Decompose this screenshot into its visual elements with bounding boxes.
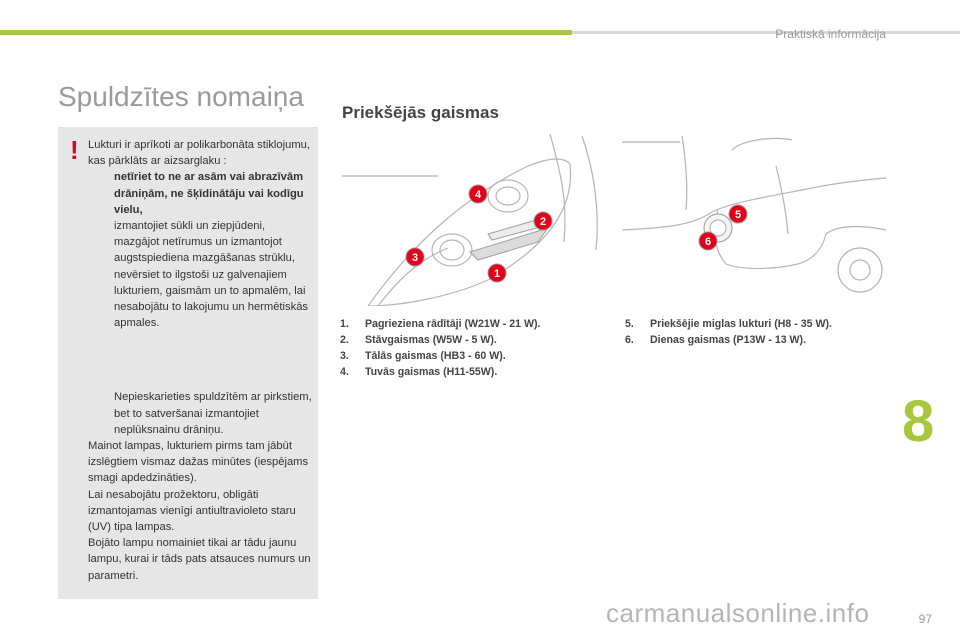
callout-marker — [729, 205, 747, 223]
list-text: Tālās gaismas (HB3 - 60 W). — [365, 350, 506, 362]
bulb-list-front — [340, 316, 540, 380]
bullet-item — [88, 389, 314, 438]
bullet-item — [88, 218, 314, 234]
bullet-text: izmantojiet sūkli un ziepjūdeni, — [114, 220, 266, 233]
list-text: Stāvgaismas (W5W - 5 W). — [365, 334, 497, 346]
list-number: 2. — [340, 334, 349, 346]
list-number: 1. — [340, 318, 349, 330]
list-item — [340, 316, 540, 332]
bullet-text: netīriet to ne ar asām vai abrazīvām drāniņām, ne šķīdinātāju vai kodīgu vielu, — [114, 171, 304, 216]
list-item — [340, 364, 540, 380]
list-item — [340, 332, 540, 348]
warning-icon: ! — [70, 135, 79, 165]
accent-bar — [0, 30, 572, 35]
callout-marker — [406, 248, 424, 266]
page-number: 97 — [918, 612, 932, 626]
callout-marker — [469, 185, 487, 203]
callout-marker — [488, 264, 506, 282]
callout-marker — [534, 212, 552, 230]
warning-paragraph: Mainot lampas, lukturiem pirms tam jābūt izslēgtiem vismaz dažas minūtes (iespējams smagi apdedzināties). — [88, 440, 309, 485]
list-number: 3. — [340, 350, 349, 362]
callout-label: 2 — [539, 216, 547, 228]
list-item — [625, 316, 832, 332]
bullet-text: mazgājot netīrumus un izmantojot augstspiediena mazgāšanas strūklu, nevērsiet to ilgstoši uz galvenajiem lukturiem, gaismām un to apmalēm, lai nesabojātu to lakojumu un hermētiskās apmales. — [114, 236, 309, 330]
section-label: Praktiskā informācija — [775, 27, 886, 41]
chapter-number: 8 — [902, 389, 935, 454]
callout-label: 6 — [704, 236, 712, 248]
page-title: Spuldzītes nomaiņa — [58, 80, 304, 112]
list-item — [340, 348, 540, 364]
bullet-item — [88, 234, 314, 331]
list-item — [625, 332, 832, 348]
bulb-list-fog — [625, 316, 832, 348]
watermark: carmanualsonline.info — [606, 598, 870, 628]
warning-panel — [58, 127, 318, 599]
callout-label: 3 — [411, 252, 419, 264]
callout-marker — [699, 232, 717, 250]
list-number: 6. — [625, 334, 634, 346]
list-text: Priekšējie miglas lukturi (H8 - 35 W). — [650, 318, 832, 330]
header-rule — [572, 31, 960, 34]
fog-lamp-illustration — [622, 130, 886, 306]
warning-paragraph: Lai nesabojātu prožektoru, obligāti izmantojamas vienīgi antiultravioleto staru (UV) tipa lampas. — [88, 488, 296, 534]
list-text: Pagrieziena rādītāji (W21W - 21 W). — [365, 318, 541, 330]
list-text: Dienas gaismas (P13W - 13 W). — [650, 334, 807, 346]
callout-label: 5 — [734, 209, 742, 221]
warning-intro: Lukturi ir aprīkoti ar polikarbonāta stiklojumu, kas pārklāts ar aizsarglaku : — [88, 139, 310, 168]
list-number: 4. — [340, 366, 349, 378]
callout-label: 4 — [474, 189, 482, 201]
list-number: 5. — [625, 318, 634, 330]
warning-paragraph: Bojāto lampu nomainiet tikai ar tādu jaunu lampu, kurai ir tāds pats atsauces numurs un parametri. — [88, 537, 311, 582]
section-heading: Priekšējās gaismas — [342, 103, 499, 122]
list-text: Tuvās gaismas (H11-55W). — [365, 366, 498, 378]
bullet-item — [88, 169, 314, 218]
bullet-text: Nepieskarieties spuldzītēm ar pirkstiem, bet to satveršanai izmantojiet neplūksnainu drāniņu. — [114, 391, 312, 436]
headlamp-illustration — [338, 130, 602, 306]
warning-text — [88, 137, 314, 584]
callout-label: 1 — [493, 268, 501, 280]
